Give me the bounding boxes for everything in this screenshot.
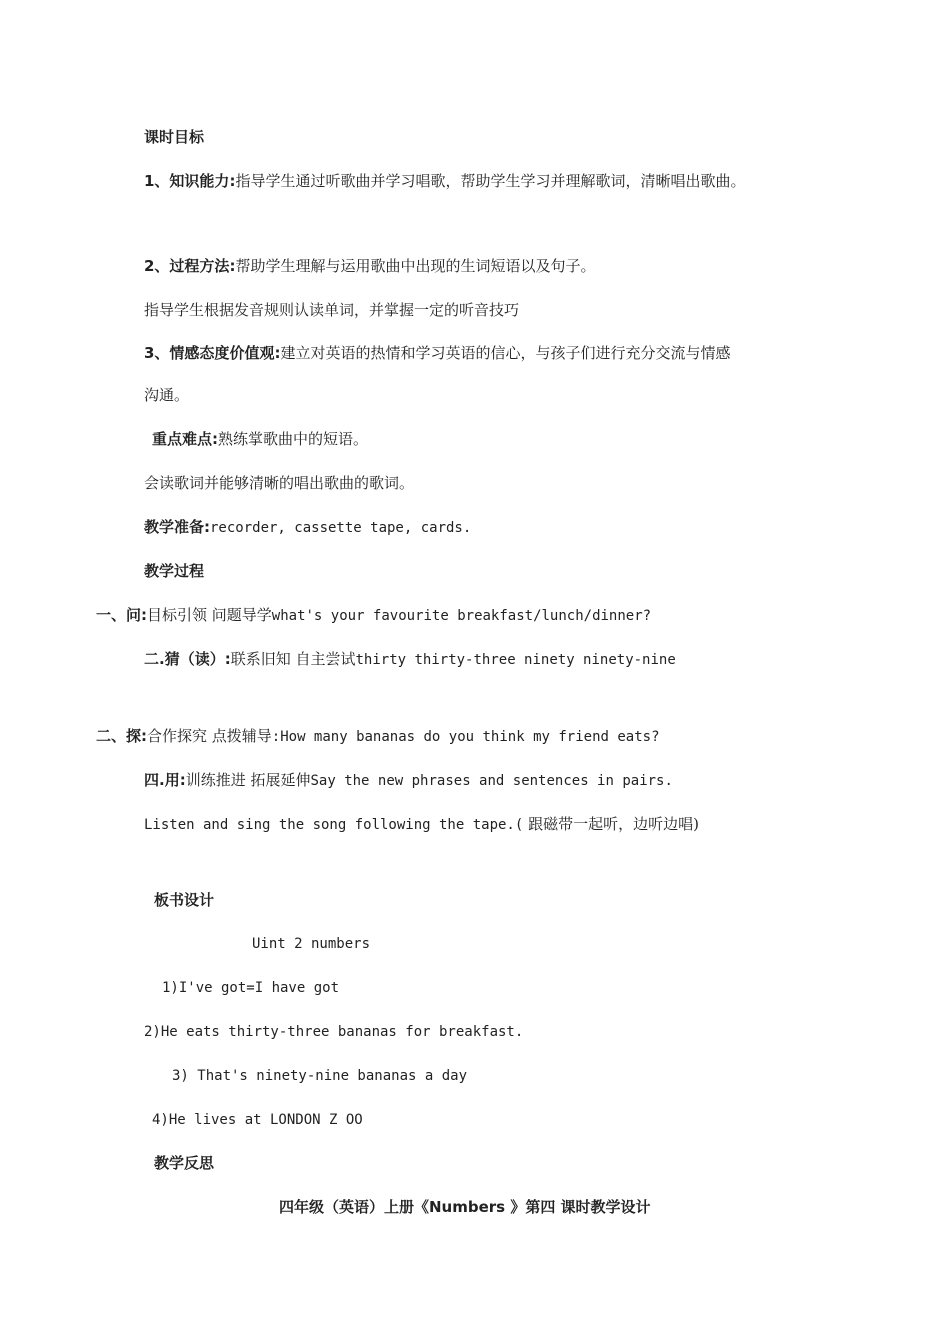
- process-step-1: [96, 605, 651, 626]
- step-4-cn: 训练推进 拓展延伸: [185, 771, 311, 789]
- objective-1-label: 1、知识能力:: [144, 172, 236, 190]
- objective-3-text: 建立对英语的热情和学习英语的信心，与孩子们进行充分交流与情感: [280, 344, 731, 362]
- objective-1: [144, 171, 745, 191]
- objective-2-text: 帮助学生理解与运用歌曲中出现的生词短语以及句子。: [235, 257, 596, 275]
- step-4-en: Say the new phrases and sentences in pairs.: [310, 773, 673, 789]
- board-line-1: 1)I've got=I have got: [162, 980, 340, 996]
- step-2-cn: 联系旧知 自主尝试: [230, 650, 356, 668]
- step-4-label: 四.用:: [144, 771, 186, 789]
- objective-3-label: 3、情感态度价值观:: [144, 344, 281, 362]
- board-title: Uint 2 numbers: [252, 936, 371, 952]
- objective-2: [144, 256, 595, 276]
- process-step-4-continued: [144, 814, 699, 835]
- step-2-label: 二.猜（读）:: [144, 650, 231, 668]
- board-line-3: 3) That's ninety-nine bananas a day: [172, 1068, 468, 1084]
- key-points: [152, 429, 368, 449]
- objective-1-text: 指导学生通过听歌曲并学习唱歌，帮助学生学习并理解歌词，清晰唱出歌曲。: [235, 172, 746, 190]
- reflection-heading: 教学反思: [154, 1154, 215, 1172]
- board-line-4: 4)He lives at LONDON Z OO: [152, 1112, 363, 1128]
- step-3-en: :How many bananas do you think my friend eats?: [271, 729, 660, 745]
- step-3-label: 二、探:: [96, 727, 147, 745]
- step-3-cn: 合作探究 点拨辅导: [147, 727, 272, 745]
- step-1-cn: 目标引领 问题导学: [147, 606, 272, 624]
- objective-2-continued: 指导学生根据发音规则认读单词，并掌握一定的听音技巧: [144, 301, 520, 319]
- preparation-label: 教学准备:: [144, 518, 210, 536]
- footer-title: 四年级（英语）上册《Numbers 》第四 课时教学设计: [279, 1198, 651, 1216]
- process-heading: 教学过程: [144, 562, 205, 580]
- step-4-cont-en: Listen and sing the song following the tape.(: [144, 817, 524, 833]
- key-points-continued: 会读歌词并能够清晰的唱出歌曲的歌词。: [144, 474, 415, 492]
- process-step-3: [96, 726, 660, 747]
- preparation-text: recorder, cassette tape, cards.: [210, 520, 472, 536]
- step-1-en: what's your favourite breakfast/lunch/dinner?: [271, 608, 652, 624]
- objective-3-continued: 沟通。: [144, 386, 190, 404]
- key-points-text: 熟练掌歌曲中的短语。: [218, 430, 369, 448]
- process-step-2: [144, 649, 676, 670]
- step-2-en: thirty thirty-three ninety ninety-nine: [355, 652, 676, 668]
- board-heading: 板书设计: [154, 891, 215, 909]
- step-4-cont-cn: 跟磁带一起听，边听边唱): [528, 815, 699, 833]
- objectives-heading: 课时目标: [144, 128, 205, 146]
- objective-2-label: 2、过程方法:: [144, 257, 236, 275]
- objective-3: [144, 343, 730, 363]
- board-line-2: 2)He eats thirty-three bananas for breakfast.: [144, 1024, 524, 1040]
- preparation: [144, 517, 471, 538]
- process-step-4: [144, 770, 673, 791]
- step-1-label: 一、问:: [96, 606, 147, 624]
- key-points-label: 重点难点:: [152, 430, 218, 448]
